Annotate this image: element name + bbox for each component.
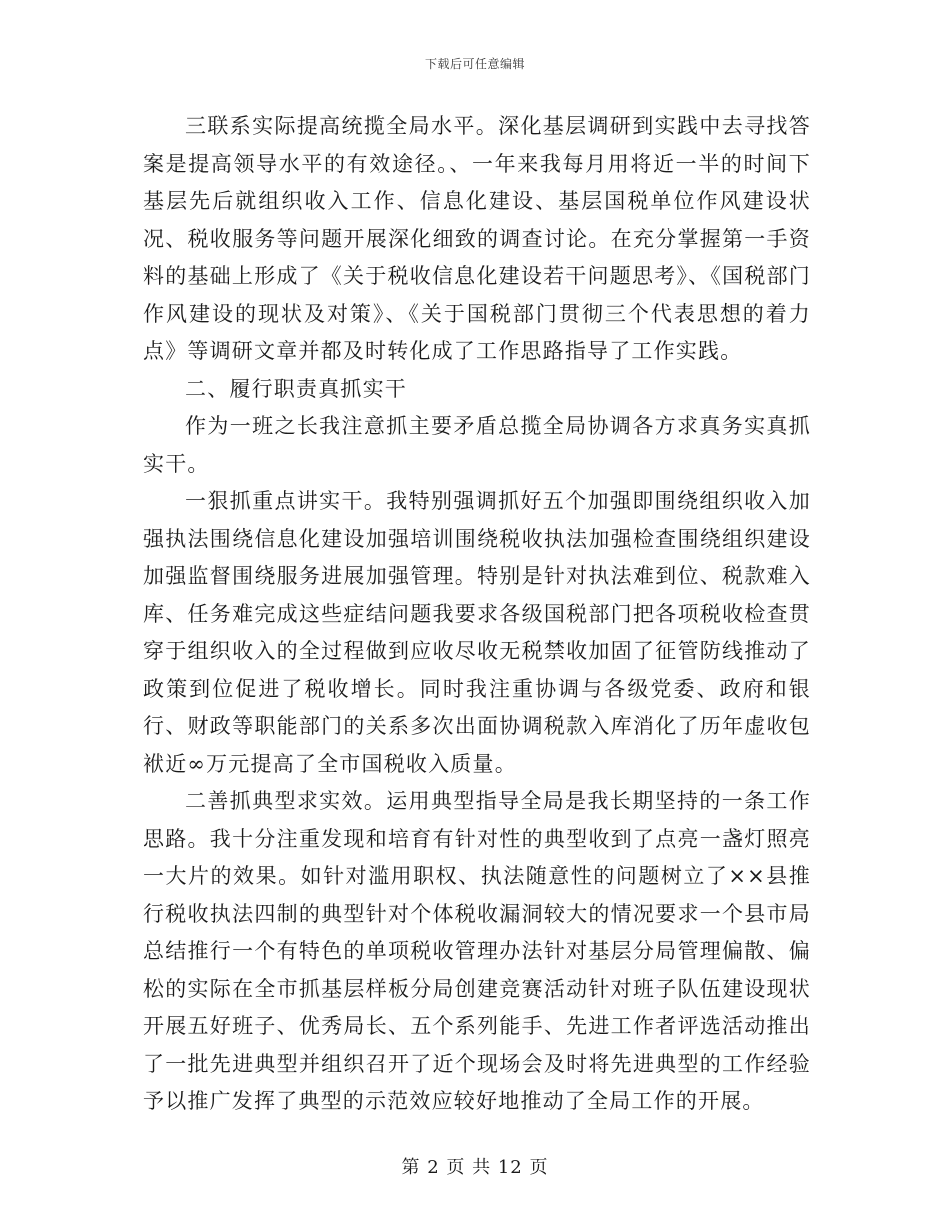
paragraph-key-points: 一狠抓重点讲实干。我特别强调抓好五个加强即围绕组织收入加强执法围绕信息化建设加强培训围绕税收执法加强检查围绕组织建设加强监督围绕服务进展加强管理。特别是针对执法难到位、税款难入库、任务难完成这些症结问题我要求各级国税部门把各项税收检查贯穿于组织收入的全过程做到应收尽收无税禁收加固了征管防线推动了政策到位促进了税收增长。同时我注重协调与各级党委、政府和银行、财政等职能部门的关系多次出面协调税款入库消化了历年虚收包袱近∞万元提高了全市国税收入质量。 [143, 489, 811, 776]
page-number-footer: 第 2 页 共 12 页 [401, 1157, 549, 1178]
paragraph-research: 三联系实际提高统揽全局水平。深化基层调研到实践中去寻找答案是提高领导水平的有效途径。、一年来我每月用将近一半的时间下基层先后就组织收入工作、信息化建设、基层国税单位作风建设状况、税收服务等问题开展深化细致的调查讨论。在充分掌握第一手资料的基础上形成了《关于税收信息化建设若干问题思考》、《国税部门作风建设的现状及对策》、《关于国税部门贯彻三个代表思想的着力点》等调研文章并都及时转化成了工作思路指导了工作实践。 [143, 114, 811, 363]
paragraph-typical-models: 二善抓典型求实效。运用典型指导全局是我长期坚持的一条工作思路。我十分注重发现和培育有针对性的典型收到了点亮一盏灯照亮一大片的效果。如针对滥用职权、执法随意性的问题树立了××县推行税收执法四制的典型针对个体税收漏洞较大的情况要求一个县市局总结推行一个有特色的单项税收管理办法针对基层分局管理偏散、偏松的实际在全市抓基层样板分局创建竞赛活动针对班子队伍建设现状开展五好班子、优秀局长、五个系列能手、先进工作者评选活动推出了一批先进典型并组织召开了近个现场会及时将先进典型的工作经验予以推广发挥了典型的示范效应较好地推动了全局工作的开展。 [143, 789, 811, 1113]
section-heading-duties: 二、履行职责真抓实干 [185, 376, 407, 401]
document-body [143, 108, 811, 1121]
page-header-note: 下载后可任意编辑 [424, 57, 525, 71]
paragraph-leadership: 作为一班之长我注意抓主要矛盾总揽全局协调各方求真务实真抓实干。 [143, 414, 811, 476]
